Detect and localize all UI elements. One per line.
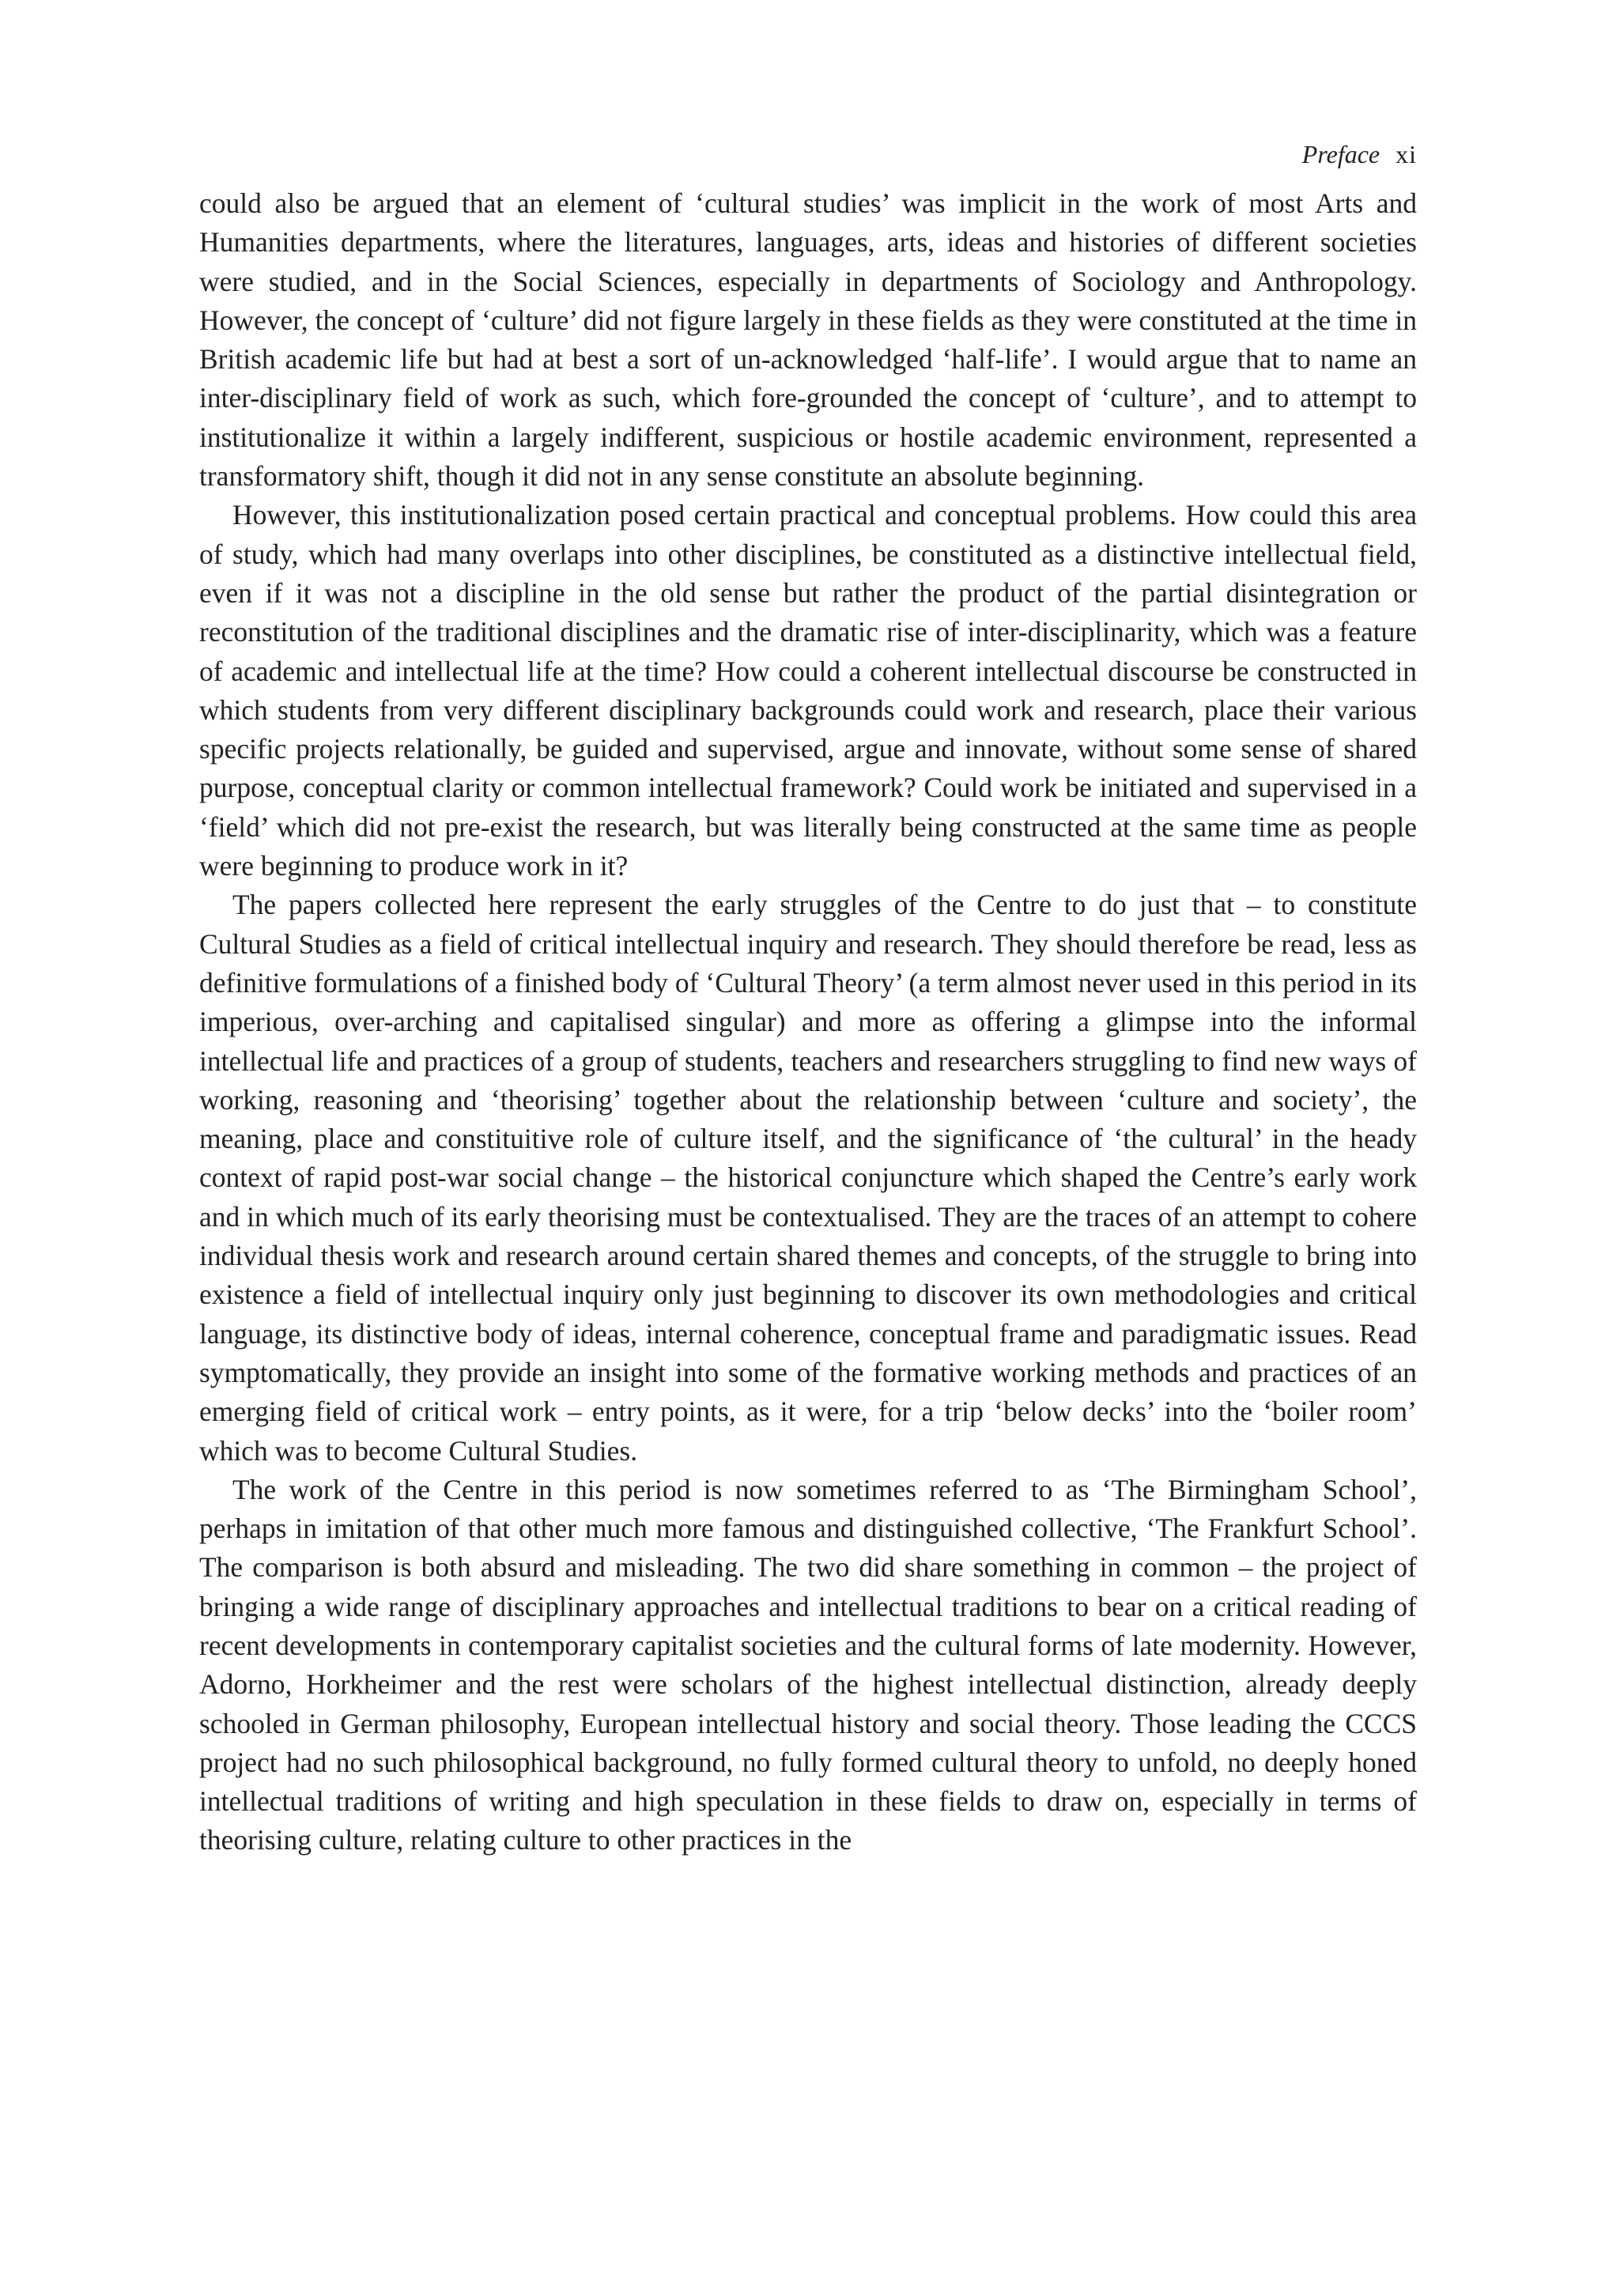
- page-number: xi: [1396, 140, 1417, 168]
- paragraph-1: could also be argued that an element of ‘cultural studies’ was implicit in the work of most Arts and Humanities departments, where the literatures, languages, arts, ideas and histories of different societies were studied, and in the Social Sciences, especially in departments of Sociology and Anthropology. However, the concept of ‘culture’ did not figure largely in these fields as they were constituted at the time in British academic life but had at best a sort of un-acknowledged ‘half-life’. I would argue that to name an inter-disciplinary field of work as such, which fore-grounded the concept of ‘culture’, and to attempt to institutionalize it within a largely indifferent, suspicious or hostile academic environment, represented a transformatory shift, though it did not in any sense constitute an absolute beginning.: [199, 187, 1417, 493]
- body-text: [199, 184, 1417, 1860]
- paragraph-2: However, this institutionalization posed certain practical and conceptual problems. How could this area of study, which had many overlaps into other disciplines, be constituted as a distinctive intellectual field, even if it was not a discipline in the old sense but rather the product of the partial disintegration or reconstitution of the traditional disciplines and the dramatic rise of inter-disciplinarity, which was a feature of academic and intellectual life at the time? How could a coherent intellectual discourse be constructed in which students from very different disciplinary backgrounds could work and research, place their various specific projects relationally, be guided and supervised, argue and innovate, without some sense of shared purpose, conceptual clarity or common intellectual framework? Could work be initiated and supervised in a ‘field’ which did not pre-exist the research, but was literally being constructed at the same time as people were beginning to produce work in it?: [199, 499, 1417, 882]
- paragraph-3: The papers collected here represent the early struggles of the Centre to do just that – to constitute Cultural Studies as a field of critical intellectual inquiry and research. They should therefore be read, less as definitive formulations of a finished body of ‘Cultural Theory’ (a term almost never used in this period in its imperious, over-arching and capitalised singular) and more as offering a glimpse into the informal intellectual life and practices of a group of students, teachers and researchers struggling to find new ways of working, reasoning and ‘theorising’ together about the relationship between ‘culture and society’, the meaning, place and constituitive role of culture itself, and the significance of ‘the cultural’ in the heady context of rapid post-war social change – the historical conjuncture which shaped the Centre’s early work and in which much of its early theorising must be contextualised. They are the traces of an attempt to cohere individual thesis work and research around certain shared themes and concepts, of the struggle to bring into existence a field of intellectual inquiry only just beginning to discover its own methodologies and critical language, its distinctive body of ideas, internal coherence, conceptual frame and paradigmatic issues. Read symptomatically, they provide an insight into some of the formative working methods and practices of an emerging field of critical work – entry points, as it were, for a trip ‘below decks’ into the ‘boiler room’ which was to become Cultural Studies.: [199, 889, 1417, 1467]
- book-page: [199, 130, 1417, 1860]
- paragraph-4: The work of the Centre in this period is now sometimes referred to as ‘The Birmingham School’, perhaps in imitation of that other much more famous and distinguished collective, ‘The Frankfurt School’. The comparison is both absurd and misleading. The two did share something in common – the project of bringing a wide range of disciplinary approaches and intellectual traditions to bear on a critical reading of recent developments in contemporary capitalist societies and the cultural forms of late modernity. However, Adorno, Horkheimer and the rest were scholars of the highest intellectual distinction, already deeply schooled in German philosophy, European intellectual history and social theory. Those leading the CCCS project had no such philosophical background, no fully formed cultural theory to unfold, no deeply honed intellectual traditions of writing and high speculation in these fields to draw on, especially in terms of theorising culture, relating culture to other practices in the: [199, 1473, 1417, 1856]
- running-head-title: Preface: [1301, 140, 1380, 168]
- running-head: [199, 130, 1417, 178]
